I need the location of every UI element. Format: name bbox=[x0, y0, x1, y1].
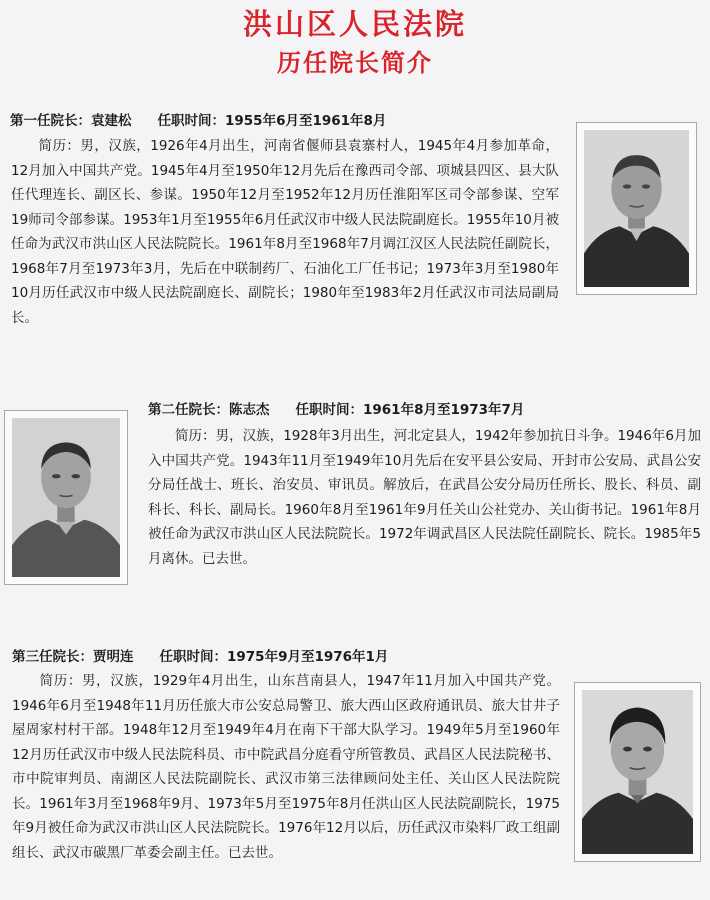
president-1-role: 第一任院长：袁建松 bbox=[10, 113, 132, 129]
president-2-role: 第二任院长：陈志杰 bbox=[148, 402, 270, 418]
president-3-bio-text: 简历：男，汉族，1929年4月出生，山东莒南县人，1947年11月加入中国共产党。1946年6月至1948年11月历任旅大市公安总局警卫、旅大西山区政府通讯员、旅大甘井子屋周家村村干部。1948年12月至1949年4月在南下干部大队学习。1949年5月至1960年12月历任武汉市中级人民法院科员、市中院武昌分庭看守所管教员、武昌区人民法院秘书、市中院审判员、南湖区人民法院副院长、武汉市第三法律顾问处主任、关山区人民法院院长。1961年3月至1968年9月、1973年5月至1975年8月任洪山区人民法院副院长，1975年9月被任命为武汉市洪山区人民法院院长。1976年12月以后，历任武汉市染料厂政工组副组长、武汉市碳黑厂革委会副主任。已去世。 bbox=[12, 673, 560, 861]
president-3-role: 第三任院长：贾明连 bbox=[12, 649, 134, 665]
page-subtitle: 历任院长简介 bbox=[277, 49, 433, 77]
president-2-bio bbox=[148, 424, 701, 571]
president-3-bio bbox=[12, 669, 560, 865]
page-title: 洪山区人民法院 bbox=[242, 7, 467, 41]
president-1-photo bbox=[576, 122, 697, 295]
president-1-bio bbox=[11, 134, 559, 330]
president-3-photo bbox=[574, 682, 701, 862]
president-1-bio-text: 简历：男，汉族，1926年4月出生，河南省偃师县袁寨村人，1945年4月参加革命，12月加入中国共产党。1945年4月至1950年12月先后在豫西司令部、项城县四区、县大队任代理连长、副区长、参谋。1950年12月至1952年12月历任淮阳军区司令部参谋、空军19师司令部参谋。1953年1月至1955年6月任武汉市中级人民法院副庭长。1955年10月被任命为武汉市洪山区人民法院院长。1961年8月至1968年7月调江汉区人民法院任副院长，1968年7月至1973年3月，先后在中联制药厂、石油化工厂任书记；1973年3月至1980年10月历任武汉市中级人民法院副庭长、副院长；1980年至1983年2月任武汉市司法局副局长。 bbox=[11, 138, 559, 326]
president-2-bio-text: 简历：男，汉族，1928年3月出生，河北定县人，1942年参加抗日斗争。1946年6月加入中国共产党。1943年11月至1949年10月先后在安平县公安局、开封市公安局、武昌公安分局任战士、班长、治安员、审讯员。解放后，在武昌公安分局历任所长、股长、科员、副科长、科长、副局长。1960年8月至1961年9月任关山公社党办、关山街书记。1961年8月被任命为武汉市洪山区人民法院院长。1972年调武昌区人民法院任副院长、院长。1985年5月离休。已去世。 bbox=[148, 428, 701, 567]
president-2-photo bbox=[4, 410, 128, 585]
president-2-heading bbox=[148, 400, 524, 420]
president-3-heading bbox=[12, 647, 388, 667]
president-3-term: 任职时间：1975年9月至1976年1月 bbox=[159, 649, 389, 665]
president-1-heading bbox=[10, 111, 386, 131]
president-2-term: 任职时间：1961年8月至1973年7月 bbox=[295, 402, 525, 418]
president-1-term: 任职时间：1955年6月至1961年8月 bbox=[157, 113, 387, 129]
